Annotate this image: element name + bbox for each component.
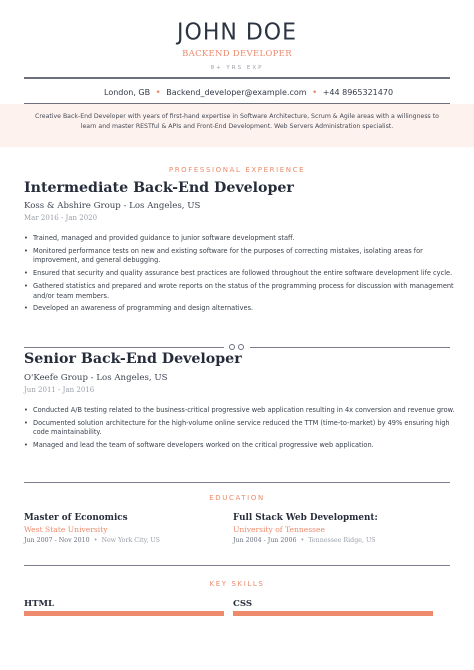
job-bullets [24, 234, 456, 314]
education-school: West State University [24, 525, 108, 534]
contact-phone[interactable]: +44 8965321470 [322, 88, 394, 97]
contact-row [104, 88, 393, 98]
skill-name: HTML [24, 599, 55, 609]
job-bullet: • Ensured that security and quality assurance best practices are followed throughout the entire software development life cycle. [24, 269, 456, 279]
contact-location: London, GB [104, 88, 151, 97]
separator-dot: • [309, 88, 321, 98]
job-bullet: • Gathered statistics and prepared and wrote reports on the status of the programming process for discussion with management and/or team members. [24, 282, 456, 301]
job-bullet: • Conducted A/B testing related to the business-critical progressive web application resulting in 4x conversion and revenue grow. [24, 406, 456, 416]
education-dates: Jun 2004 - Jun 2006 [233, 537, 297, 544]
education-location: New York City, US [101, 537, 160, 544]
education-meta [233, 537, 378, 544]
job-title: Senior Back-End Developer [24, 351, 242, 367]
candidate-role: BACKEND DEVELOPER [182, 49, 292, 59]
section-title-education: EDUCATION [209, 494, 265, 502]
skill-level-bar [233, 611, 433, 616]
education-degree: Master of Economics [24, 513, 128, 523]
education-location: Tennessee Ridge, US [308, 537, 376, 544]
section-title-experience: PROFESSIONAL EXPERIENCE [168, 166, 306, 174]
header-divider-top [24, 77, 450, 79]
job-bullet: • Monitored performance tests on new and existing software for the purposes of correcting mistakes, isolating areas for improvement, and general debugging. [24, 247, 456, 266]
education-entry [233, 513, 378, 544]
job-company: Koss & Abshire Group - Los Angeles, US [24, 201, 201, 211]
summary-text: Creative Back-End Developer with years of first-hand expertise in Software Architecture, Scrum & Agile areas with a willingness to learn and master RESTful & APIs and Front-End Development. Web Servers Administration specialist. [35, 113, 439, 130]
contact-email[interactable]: Backend_developer@example.com [166, 88, 307, 97]
education-school: University of Tennessee [233, 525, 326, 534]
section-title-skills: KEY SKILLS [209, 580, 265, 588]
education-entry [24, 513, 160, 544]
job-company: O'Keefe Group - Los Angeles, US [24, 373, 168, 383]
education-meta [24, 537, 160, 544]
job-bullets [24, 406, 456, 451]
location-pin-icon: • [91, 537, 100, 544]
job-bullet: • Trained, managed and provided guidance to junior software development staff. [24, 234, 456, 244]
job-bullet: • Developed an awareness of programming and design alternatives. [24, 304, 456, 314]
candidate-name: JOHN DOE [177, 19, 297, 46]
section-divider [24, 565, 450, 566]
skill-name: CSS [233, 599, 253, 609]
education-degree: Full Stack Web Development: [233, 513, 378, 523]
job-bullet: • Managed and lead the team of software developers worked on the critical progressive web application. [24, 441, 456, 451]
section-divider [24, 482, 450, 483]
job-dates: Mar 2016 - Jan 2020 [24, 214, 98, 222]
skill-level-bar [24, 611, 224, 616]
location-pin-icon: • [298, 537, 307, 544]
experience-years: 8+ YRS EXP [210, 65, 264, 71]
separator-dot: • [152, 88, 164, 98]
job-dates: Jun 2011 - Jan 2016 [24, 386, 95, 394]
job-bullet: • Documented solution architecture for the high-volume online service reduced the TTM (time-to-market) by 49% ensuring high code maintainability. [24, 419, 456, 438]
education-dates: Jun 2007 - Nov 2010 [24, 537, 90, 544]
job-title: Intermediate Back-End Developer [24, 180, 294, 196]
